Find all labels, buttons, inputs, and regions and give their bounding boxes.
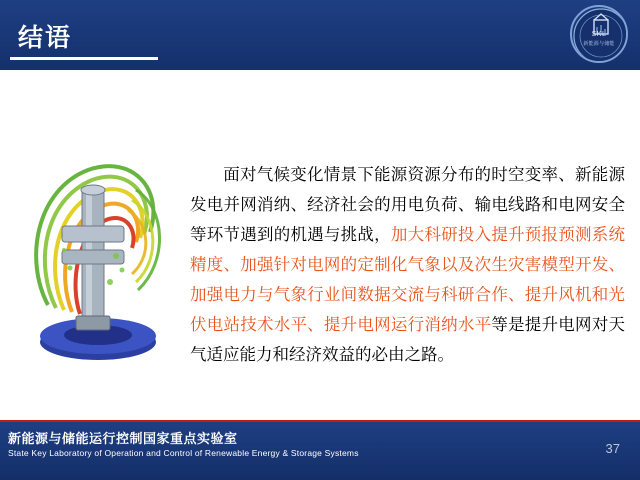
logo-text: SKL bbox=[591, 31, 607, 38]
lab-logo-icon bbox=[570, 5, 628, 63]
page-number: 37 bbox=[605, 441, 620, 456]
figure-graphic bbox=[18, 130, 183, 375]
logo-subtext: 新能源与储能 bbox=[583, 41, 615, 47]
title-underline bbox=[10, 57, 158, 60]
slide-header bbox=[0, 0, 640, 70]
footer-title-en: State Key Laboratory of Operation and Control of Renewable Energy & Storage Systems bbox=[8, 448, 359, 458]
paragraph-part-2-highlight: 加大科研投入提升预报预测系统精度、加强针对电网的定制化气象以及次生灾害模型开发、加强电力与气象行业间数据交流与科研合作、提升风机和光伏电站技术水平、提升电网运行消纳水平 bbox=[190, 225, 626, 334]
footer-title-cn: 新能源与储能运行控制国家重点实验室 bbox=[8, 432, 238, 447]
generator-simulation-figure bbox=[18, 130, 183, 375]
page-title: 结语 bbox=[18, 23, 73, 52]
paragraph-part-1: 面对气候变化情景下能源资源分布的时空变率、新能源发电并网消纳、经济社会的用电负荷、输电线路和电网安全等环节遇到的机遇与挑战， bbox=[190, 165, 625, 244]
paragraph-part-3: 等是提升电网对天气适应能力和经济效益的必由之路。 bbox=[190, 315, 626, 364]
body-paragraph bbox=[190, 160, 625, 370]
